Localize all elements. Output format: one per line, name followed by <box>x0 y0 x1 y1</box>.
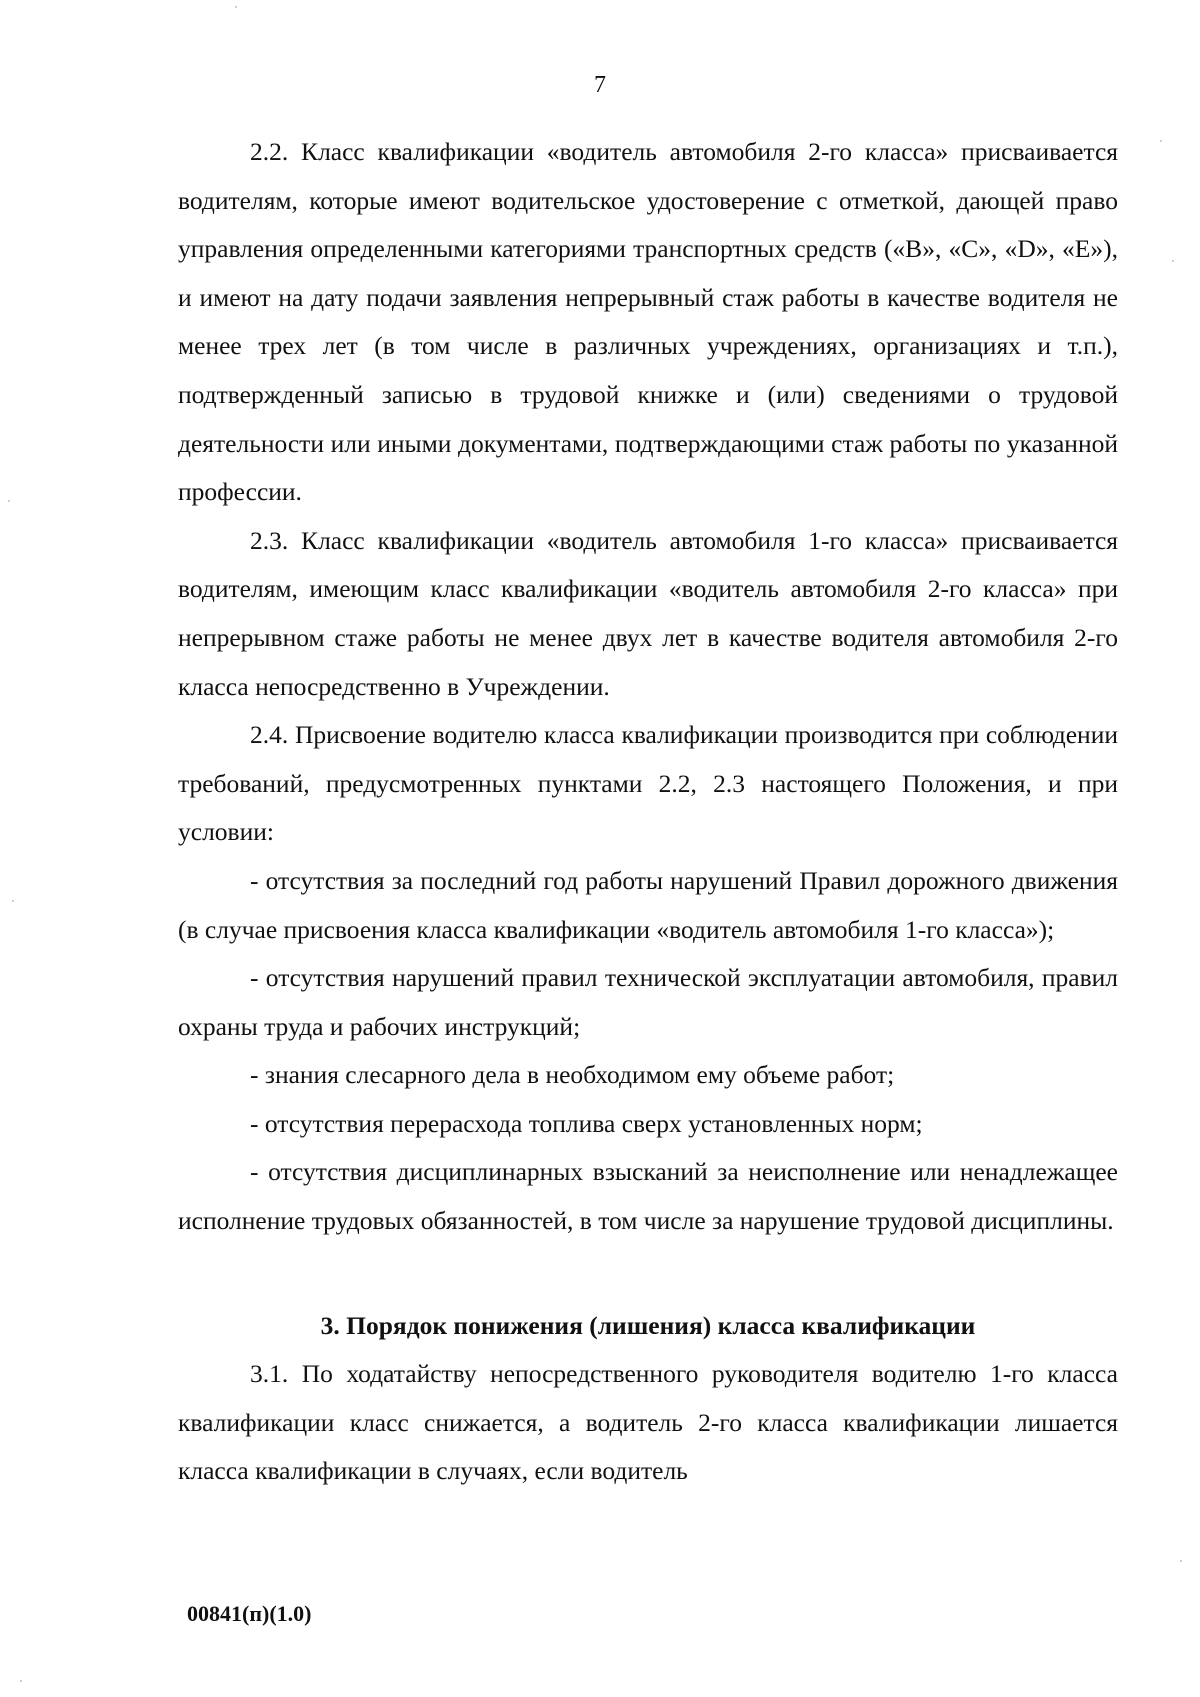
page-number: 7 <box>594 72 606 98</box>
scan-speck <box>12 900 14 902</box>
scan-speck <box>20 1680 22 1682</box>
paragraph-2-2: 2.2. Класс квалификации «водитель автомобиля 2-го класса» присваивается водителям, которые имеют водительское удостоверение с отметкой, дающей право управления определенными категориями транспортных средств («B», «C», «D», «E»), и имеют на дату подачи заявления непрерывный стаж работы в качестве водителя не менее трех лет (в том числе в различных учреждениях, организациях и т.п.), подтвержденный записью в трудовой книжке и (или) сведениями о трудовой деятельности или иными документами, подтверждающими стаж работы по указанной профессии. <box>178 137 1118 507</box>
paragraph-3-1: 3.1. По ходатайству непосредственного руководителя водителю 1-го класса квалификации класс снижается, а водитель 2-го класса квалификации лишается класса квалификации в случаях, если водитель <box>178 1359 1118 1486</box>
scan-speck <box>8 500 10 502</box>
scan-speck <box>1160 140 1162 142</box>
condition-item-fuel: - отсутствия перерасхода топлива сверх установленных норм; <box>250 1108 923 1138</box>
condition-item-technical-rules: - отсутствия нарушений правил технической эксплуатации автомобиля, правил охраны труда и рабочих инструкций; <box>178 963 1118 1041</box>
section-3-heading: 3. Порядок понижения (лишения) класса квалификации <box>320 1310 976 1340</box>
scan-speck <box>1180 1560 1182 1562</box>
condition-item-locksmith: - знания слесарного дела в необходимом ему объеме работ; <box>250 1060 895 1090</box>
paragraph-2-4: 2.4. Присвоение водителю класса квалификации производится при соблюдении требований, предусмотренных пунктами 2.2, 2.3 настоящего Положения, и при условии: <box>178 720 1118 847</box>
condition-item-traffic-rules: - отсутствия за последний год работы нарушений Правил дорожного движения (в случае присвоения класса квалификации «водитель автомобиля 1-го класса»); <box>178 865 1118 944</box>
scan-speck <box>235 6 237 8</box>
paragraph-2-3: 2.3. Класс квалификации «водитель автомобиля 1-го класса» присваивается водителям, имеющим класс квалификации «водитель автомобиля 2-го класса» при непрерывном стаже работы не менее двух лет в качестве водителя автомобиля 2-го класса непосредственно в Учреждении. <box>178 525 1118 701</box>
scan-speck <box>1172 260 1174 262</box>
document-code: 00841(п)(1.0) <box>187 1601 312 1626</box>
condition-item-discipline: - отсутствия дисциплинарных взысканий за неисполнение или ненадлежащее исполнение трудовых обязанностей, в том числе за нарушение трудовой дисциплины. <box>178 1157 1118 1236</box>
document-body <box>178 128 1118 1496</box>
